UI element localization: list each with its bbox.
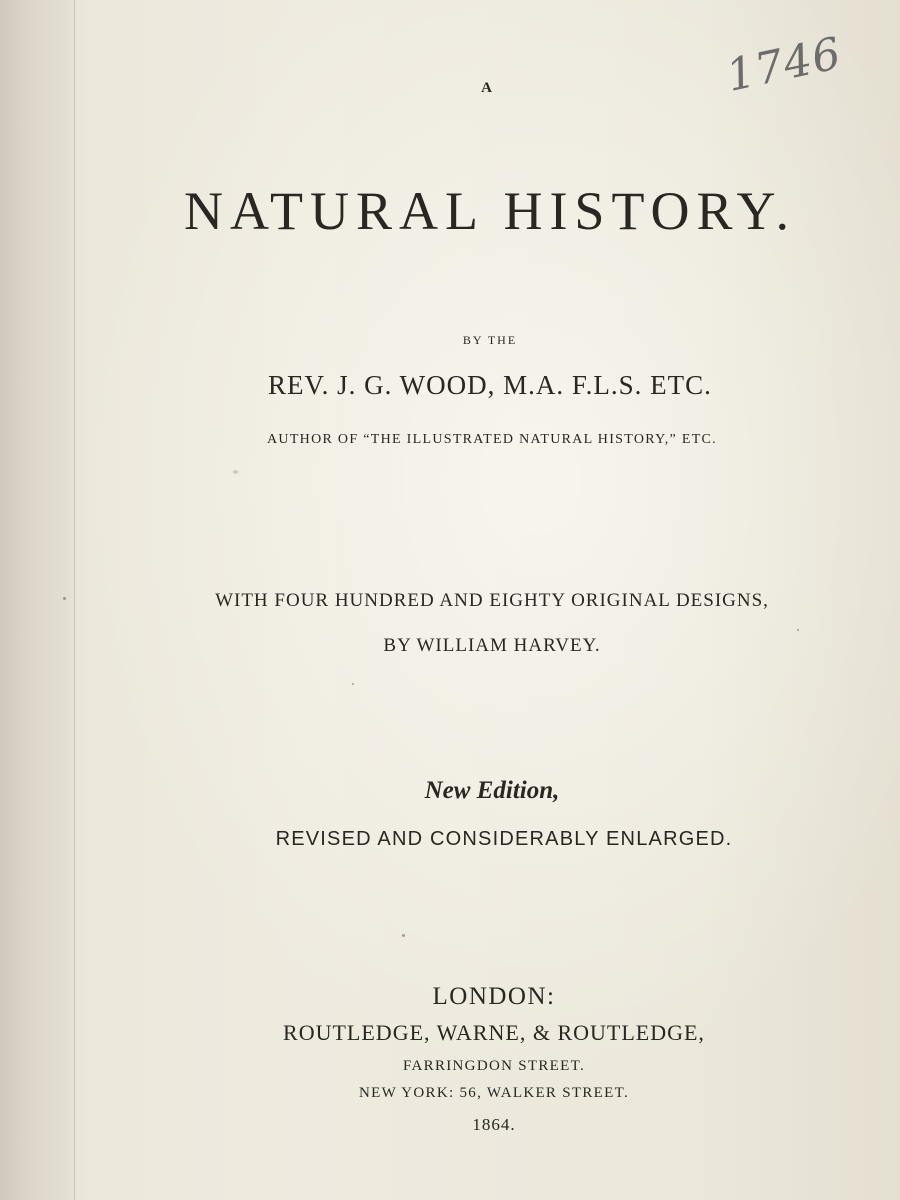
title-article: A [481, 80, 493, 96]
book-title: NATURAL HISTORY. [183, 181, 797, 241]
publisher-street: FARRINGDON STREET. [402, 1058, 585, 1074]
publication-city: LONDON: [432, 983, 556, 1010]
author-name: REV. J. G. WOOD, M.A. F.L.S. ETC. [268, 370, 712, 400]
illustrator-line: BY WILLIAM HARVEY. [383, 635, 601, 656]
edition-note: REVISED AND CONSIDERABLY ENLARGED. [275, 828, 733, 850]
handwritten-catalog-number: 1746 [722, 27, 847, 102]
publisher-name: ROUTLEDGE, WARNE, & ROUTLEDGE, [283, 1020, 705, 1045]
paper-speck [402, 934, 405, 937]
author-credits: AUTHOR OF “THE ILLUSTRATED NATURAL HISTORY,” ETC. [267, 432, 717, 447]
paper-speck [797, 629, 799, 631]
paper-speck [63, 597, 66, 600]
publication-year: 1864. [472, 1115, 516, 1134]
illustrations-line: WITH FOUR HUNDRED AND EIGHTY ORIGINAL DESIGNS, [215, 590, 769, 611]
new-york-address: NEW YORK: 56, WALKER STREET. [359, 1085, 629, 1101]
by-line: BY THE [462, 333, 518, 347]
paper-speck [233, 470, 238, 474]
edition-label: New Edition, [424, 777, 560, 804]
paper-speck [352, 683, 354, 685]
